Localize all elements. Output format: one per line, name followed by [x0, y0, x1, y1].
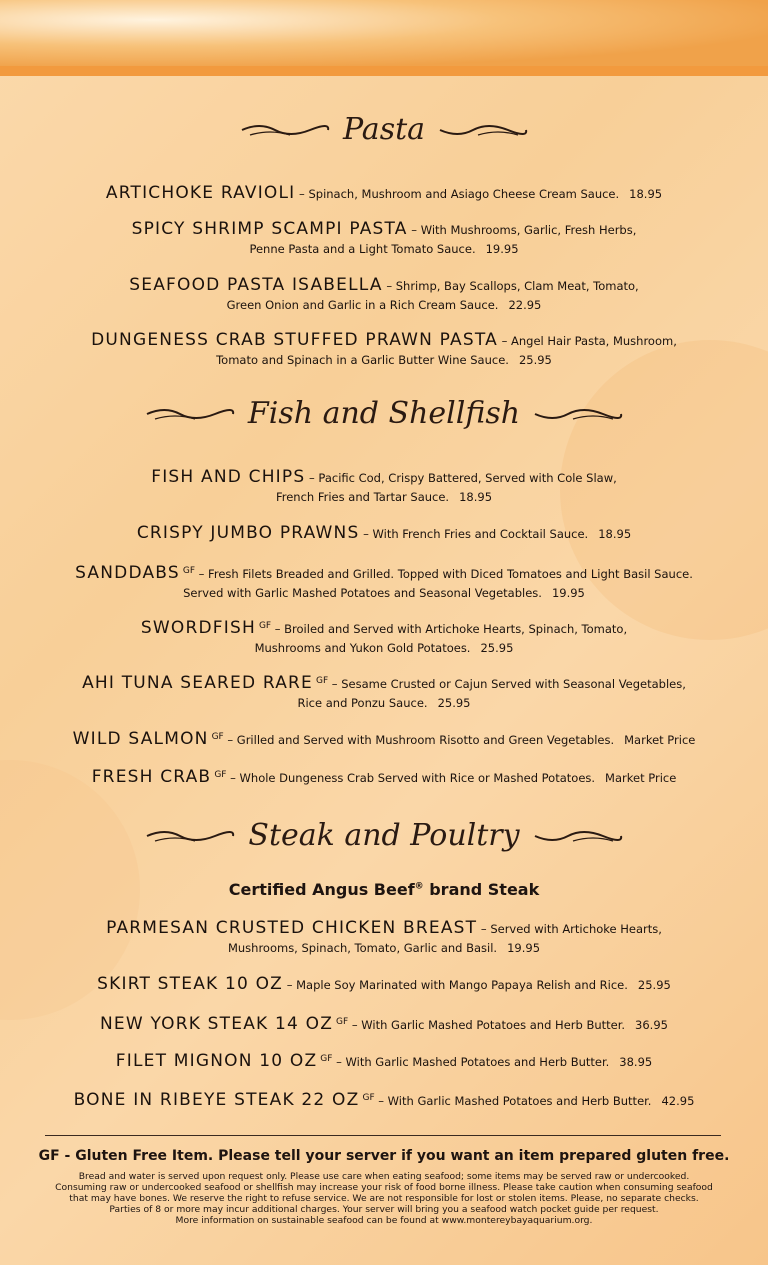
item-price: 38.95 [619, 1054, 653, 1069]
section-heading-fish [0, 396, 768, 431]
section-heading-pasta [0, 112, 768, 147]
item-description: – With French Fries and Cocktail Sauce. [359, 527, 589, 541]
gluten-free-badge: GF [211, 732, 224, 742]
item-description: – Spinach, Mushroom and Asiago Cheese Cream Sauce. [295, 187, 620, 201]
item-price: 22.95 [508, 298, 542, 312]
item-description: – Served with Artichoke Hearts, [477, 922, 662, 936]
item-description: – Pacific Cod, Crispy Battered, Served with Cole Slaw, [305, 471, 617, 485]
section-title: Fish and Shellfish [247, 396, 521, 431]
item-price: 42.95 [661, 1093, 695, 1108]
item-name: SWORDFISH [140, 617, 256, 638]
menu-item [0, 1050, 768, 1072]
menu-item [0, 184, 768, 204]
menu-item [0, 1089, 768, 1111]
item-description: – Grilled and Served with Mushroom Risotto and Green Vegetables. [223, 732, 615, 747]
item-description-line2: Green Onion and Garlic in a Rich Cream Sauce. [226, 298, 499, 312]
item-description-line2: Penne Pasta and a Light Tomato Sauce. [249, 242, 476, 256]
item-price: 25.95 [637, 978, 671, 992]
item-name: SANDDABS [75, 562, 180, 583]
item-price: 18.95 [598, 527, 632, 541]
decorative-top-band [0, 0, 768, 66]
gluten-free-note: GF - Gluten Free Item. Please tell your server if you want an item prepared gluten free. [38, 1148, 730, 1164]
section-title: Steak and Poultry [248, 818, 520, 853]
flourish-left-icon [145, 404, 235, 424]
item-description: – Broiled and Served with Artichoke Hearts, Spinach, Tomato, [271, 621, 628, 636]
menu-item [0, 617, 768, 658]
item-name: AHI TUNA SEARED RARE [82, 672, 313, 693]
section-heading-steak [0, 818, 768, 853]
item-name: NEW YORK STEAK 14 OZ [100, 1013, 334, 1034]
menu-item [0, 919, 768, 958]
item-name: PARMESAN CRUSTED CHICKEN BREAST [106, 918, 478, 938]
item-price: Market Price [624, 732, 696, 747]
section-title: Pasta [342, 112, 426, 147]
menu-item [0, 331, 768, 370]
item-price: 19.95 [507, 941, 541, 955]
item-price: 36.95 [635, 1017, 668, 1032]
menu-item [0, 276, 768, 315]
fine-print-line: Parties of 8 or more may incur additional charges. Your server will bring you a seafood watch pocket guide per request. [109, 1204, 659, 1215]
item-description: – Whole Dungeness Crab Served with Rice or Mashed Potatoes. [226, 770, 596, 785]
gluten-free-badge: GF [316, 676, 329, 686]
item-description: – Angel Hair Pasta, Mushroom, [497, 334, 677, 348]
item-price: 18.95 [459, 490, 493, 504]
item-name: SEAFOOD PASTA ISABELLA [129, 275, 383, 295]
flourish-left-icon [240, 120, 330, 140]
footer-divider [45, 1135, 721, 1136]
item-description: – With Garlic Mashed Potatoes and Herb Butter. [374, 1093, 652, 1108]
item-description: – Sesame Crusted or Cajun Served with Seasonal Vegetables, [328, 676, 686, 691]
item-name: DUNGENESS CRAB STUFFED PRAWN PASTA [91, 330, 498, 350]
item-description-line2: Mushrooms, Spinach, Tomato, Garlic and Basil. [227, 941, 498, 955]
subtitle-tail: brand Steak [423, 880, 540, 899]
subtitle-text: Certified Angus Beef [228, 880, 415, 899]
item-price: 25.95 [518, 353, 552, 367]
item-name: SKIRT STEAK 10 OZ [97, 974, 284, 994]
flourish-left-icon [145, 826, 235, 846]
fine-print-line: Bread and water is served upon request only. Please use care when eating seafood; some items may be served raw or undercooked. [78, 1171, 690, 1182]
gluten-free-badge: GF [320, 1054, 333, 1064]
item-name: WILD SALMON [72, 728, 209, 749]
menu-item [0, 766, 768, 788]
item-price: 25.95 [437, 695, 471, 710]
gluten-free-badge: GF [258, 621, 272, 631]
menu-item [0, 1013, 768, 1035]
item-description: – Fresh Filets Breaded and Grilled. Topped with Diced Tomatoes and Light Basil Sauce. [195, 566, 693, 581]
item-price: 19.95 [485, 242, 519, 256]
item-name: FRESH CRAB [91, 766, 212, 787]
item-description: – With Garlic Mashed Potatoes and Herb Butter. [332, 1054, 610, 1069]
gluten-free-badge: GF [214, 770, 227, 780]
item-price: 25.95 [480, 640, 514, 655]
item-price: 19.95 [551, 585, 585, 600]
item-description-line2: Mushrooms and Yukon Gold Potatoes. [254, 640, 471, 655]
menu-item [0, 672, 768, 713]
item-description: – With Mushrooms, Garlic, Fresh Herbs, [407, 223, 637, 237]
item-description: – Maple Soy Marinated with Mango Papaya Relish and Rice. [283, 978, 628, 992]
fine-print-line: that may have bones. We reserve the right to refuse service. We are not responsible for lost or stolen items. Please, no separate checks. [69, 1193, 699, 1204]
gluten-free-badge: GF [182, 566, 195, 576]
flourish-right-icon [533, 404, 623, 424]
item-description-line2: Rice and Ponzu Sauce. [297, 695, 428, 710]
item-name: SPICY SHRIMP SCAMPI PASTA [131, 219, 408, 239]
menu-item [0, 524, 768, 544]
fine-print-line: More information on sustainable seafood can be found at www.montereybayaquarium.org. [175, 1215, 593, 1226]
item-name: FISH AND CHIPS [151, 467, 306, 487]
menu-item [0, 220, 768, 259]
item-name: ARTICHOKE RAVIOLI [105, 183, 296, 203]
item-name: FILET MIGNON 10 OZ [115, 1050, 318, 1071]
item-description-line2: French Fries and Tartar Sauce. [275, 490, 450, 504]
menu-item [0, 562, 768, 603]
menu-item [0, 975, 768, 995]
item-name: BONE IN RIBEYE STEAK 22 OZ [73, 1089, 360, 1110]
item-description-line2: Served with Garlic Mashed Potatoes and Seasonal Vegetables. [183, 585, 542, 600]
fine-print-line: Consuming raw or undercooked seafood or shellfish may increase your risk of food borne illness. Please take caution when consuming seafood [55, 1182, 713, 1193]
angus-beef-subtitle [0, 880, 768, 899]
flourish-right-icon [438, 120, 528, 140]
flourish-right-icon [533, 826, 623, 846]
gluten-free-badge: GF [336, 1017, 349, 1027]
menu-item [0, 728, 768, 750]
item-description: – Shrimp, Bay Scallops, Clam Meat, Tomato, [382, 279, 639, 293]
item-description-line2: Tomato and Spinach in a Garlic Butter Wine Sauce. [216, 353, 509, 367]
item-price: Market Price [605, 770, 677, 785]
item-description: – With Garlic Mashed Potatoes and Herb Butter. [348, 1017, 626, 1032]
item-name: CRISPY JUMBO PRAWNS [136, 523, 360, 543]
menu-item [0, 468, 768, 507]
gluten-free-badge: GF [362, 1093, 375, 1103]
item-price: 18.95 [629, 187, 663, 201]
registered-mark: ® [414, 881, 424, 892]
